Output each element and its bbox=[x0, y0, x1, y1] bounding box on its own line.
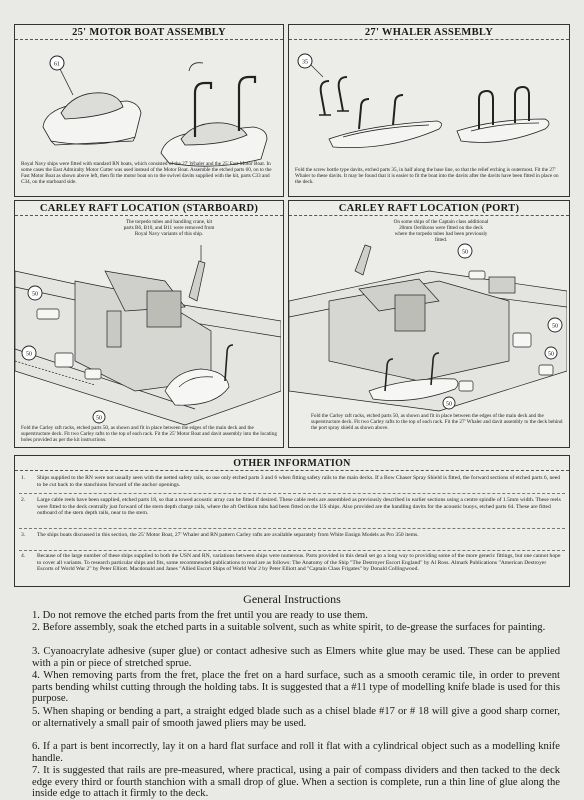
part-callout: 50 bbox=[552, 323, 558, 330]
instruction-item: 6. If a part is bent incorrectly, lay it on a hard flat surface and roll it flat with a cylindrical object such as a modelling knife handle. bbox=[32, 741, 560, 764]
port-note: On some ships of the Captain class additional 20mm Oerlikons were fitted on the deck where the torpedo tubes had been previously fitted. bbox=[393, 219, 489, 243]
starboard-caption: Fold the Carley raft racks, etched parts 50, as shown and fit in place between the edges of the main deck and the superstructure deck. Fit two Carley rafts to the top of each rack. Fit the 25' Motor Boat and davit assembly into the locating holes provided as per the kit instructions. bbox=[21, 425, 277, 443]
part-callout: 50 bbox=[462, 249, 468, 256]
motor-boat-illustration bbox=[15, 41, 281, 171]
starboard-note: The torpedo tubes and handling crane, kit parts B6, B10, and B11 were removed from Royal Navy variants of this ship. bbox=[123, 219, 215, 237]
panel-title: CARLEY RAFT LOCATION (PORT) bbox=[289, 203, 569, 216]
part-callout: 35 bbox=[302, 59, 308, 66]
instruction-item: 2. Before assembly, soak the etched parts in a suitable solvent, such as white spirit, to de-grease the surfaces for painting. bbox=[32, 622, 546, 633]
panel-title: OTHER INFORMATION bbox=[15, 458, 569, 471]
info-item: 2. Large cable reels have been supplied, etched parts 18, so that a towed acoustic array can be fitted if desired. These cable reels are assembled as previously described in earlier sections using a centre spindle of 1.5mm width. These reels were fitted to the deck centrally just forward of the stern depth charge rails, where the aft Oerlikon tubs had been fitted on the US ships. Also provided are the handling davits for the acoustic buoys, etched parts 64. These are fitted outboard of the stern depth rails, near to the stern. bbox=[21, 497, 561, 517]
whaler-caption: Fold the screw bottle type davits, etched parts 35, in half along the base line, so that the relief etching is outermost. Fit the 27' Whaler to these davits. It may be found that it is easier to fit the boat into the davits after the davits have been fitted in place on the deck. bbox=[295, 167, 559, 185]
starboard-ship-illustration bbox=[15, 241, 281, 426]
instruction-item: 5. When shaping or bending a part, a straight edged blade such as a chisel blade #17 or # 18 will give a good sharp corner, or alternatively a small pair of smooth jawed pliers may be used. bbox=[32, 706, 560, 729]
whaler-illustration bbox=[289, 41, 567, 171]
panel-title: 25' MOTOR BOAT ASSEMBLY bbox=[15, 27, 283, 40]
panel-title: 27' WHALER ASSEMBLY bbox=[289, 27, 569, 40]
info-item: 1. Ships supplied to the RN were not usually seen with the netted safety rails, so use only etched parts 3 and 6 when fitting safety rails to the main decks. If a Bow Chaser Spray Shield is fitted, the forward sections of etched parts 6, need to be cut back to the stanchions forward of the anchor openings. bbox=[21, 475, 561, 488]
general-instructions-title: General Instructions bbox=[243, 592, 341, 606]
part-callout: 61 bbox=[54, 61, 60, 68]
info-item: 3. The ships boats discussed in this section, the 25' Motor Boat, 27' Whaler and RN pattern Carley rafts are available separately from White Ensign Models as Pro 350 items. bbox=[21, 532, 419, 538]
part-callout: 50 bbox=[26, 351, 32, 358]
part-callout: 50 bbox=[548, 351, 554, 358]
port-caption: Fold the Carley raft racks, etched parts 50, as shown and fit in place between the edges of the main deck and the superstructure deck. Fit two Carley rafts to the top of each rack. Fit the 27' Whaler and davit assembly to the deck behind the port spray shield as shown above. bbox=[311, 413, 563, 431]
raft-port-panel bbox=[288, 200, 570, 448]
part-callout: 50 bbox=[446, 401, 452, 408]
motor-boat-caption: Royal Navy ships were fitted with standard RN boats, which consisted of the 27' Whaler and the 25' Fast Motor Boat. In some cases the East Admiralty Motor Cutter was used instead of the Motor Boat. Assemble the etched parts 60, on to the Fast Motor Boat as shown above left, then fit the motor boat on to the swivel davits supplied with the kit, parts C33 and C34, on the starboard side. bbox=[21, 161, 272, 185]
info-item: 4. Because of the large number of these ships supplied to both the USN and RN, variations between ships were numerous. Parts provided in this detail set go a long way to providing some of the more generic fittings, but one cannot hope to cover all variants. To research particular ships and fits, some recommended publications to read are as follows: The Anatomy of the Ship "The Destroyer Escort England" by Al Ross. Almark Publications "American Destroyer Escorts of World War 2" by Peter Elliott. Macdonald and Janes "Allied Escort Ships of World War 2 by Peter Elliott and "Captain Class Frigates" by Donald Collingwood. bbox=[21, 553, 561, 573]
instruction-item: 4. When removing parts from the fret, place the fret on a hard surface, such as a smooth ceramic tile, in order to prevent parts bending whilst cutting through the holding tabs. It is suggested that a #11 type of modelling knife blade is used for this purpose. bbox=[32, 670, 560, 704]
instruction-item: 1. Do not remove the etched parts from the fret until you are ready to use them. bbox=[32, 610, 368, 621]
part-callout: 50 bbox=[32, 291, 38, 298]
other-information-panel bbox=[14, 455, 570, 587]
instruction-item: 3. Cyanoacrylate adhesive (super glue) or contact adhesive such as Elmers white glue may be used. These can be applied with a pin or piece of stretched sprue. bbox=[32, 646, 560, 669]
part-callout: 50 bbox=[96, 415, 102, 422]
panel-title: CARLEY RAFT LOCATION (STARBOARD) bbox=[15, 203, 283, 216]
instruction-item: 7. It is suggested that rails are pre-measured, where practical, using a pair of compass dividers and then tacked to the deck edge every third or fourth stanchion with a small drop of glue. When a section is complete, run a thin line of glue along the inside edge to attach it firmly to the deck. bbox=[32, 765, 560, 799]
whaler-panel bbox=[288, 24, 570, 197]
motor-boat-panel bbox=[14, 24, 284, 197]
raft-starboard-panel bbox=[14, 200, 284, 448]
port-ship-illustration bbox=[289, 241, 567, 416]
